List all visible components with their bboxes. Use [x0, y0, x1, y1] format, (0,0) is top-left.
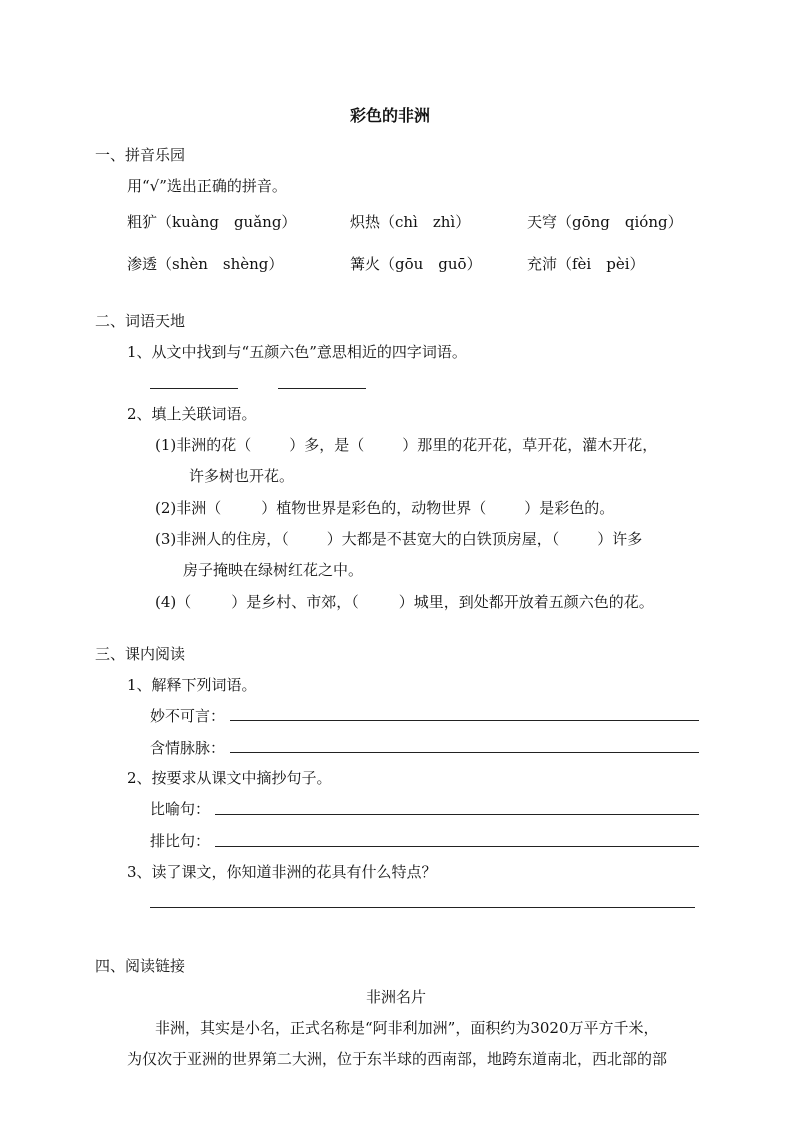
answer-line[interactable]	[230, 752, 699, 753]
word-label: 比喻句：	[150, 800, 211, 818]
pinyin-item: 渗透（shèn shèng）	[127, 255, 284, 273]
answer-line[interactable]	[230, 720, 699, 721]
pinyin-item: 天穹（gōng qióng）	[527, 213, 683, 231]
reading-paragraph-line: 为仅次于亚洲的世界第二大洲，位于东半球的西南部，地跨东道南北，西北部的部	[127, 1050, 668, 1068]
question-text: 2、填上关联词语。	[127, 405, 257, 423]
fill-sentence: (1)非洲的花（ ）多，是（ ）那里的花开花，草开花，灌木开花，	[155, 436, 658, 454]
question-text: 1、从文中找到与“五颜六色”意思相近的四字词语。	[127, 343, 467, 361]
page-title: 彩色的非洲	[350, 106, 431, 125]
fill-sentence: (3)非洲人的住房，（ ）大都是不甚宽大的白铁顶房屋，（ ）许多	[155, 530, 643, 548]
fill-sentence: (4)（ ）是乡村、市郊，（ ）城里，到处都开放着五颜六色的花。	[155, 593, 654, 611]
answer-line[interactable]	[215, 814, 699, 815]
question-text: 2、按要求从课文中摘抄句子。	[127, 769, 332, 787]
question-text: 1、解释下列词语。	[127, 676, 257, 694]
word-label: 排比句：	[150, 832, 211, 850]
fill-sentence-cont: 房子掩映在绿树红花之中。	[183, 561, 364, 579]
section-1-instruction: 用“√”选出正确的拼音。	[127, 177, 287, 195]
section-4-heading: 四、阅读链接	[95, 957, 186, 975]
word-label: 含情脉脉：	[150, 739, 226, 757]
question-text: 3、读了课文，你知道非洲的花具有什么特点？	[127, 863, 437, 881]
pinyin-item: 充沛（fèi pèi）	[527, 255, 645, 273]
answer-line[interactable]	[150, 907, 695, 908]
fill-sentence: (2)非洲（ ）植物世界是彩色的，动物世界（ ）是彩色的。	[155, 499, 615, 517]
pinyin-item: 粗犷（kuàng guǎng）	[127, 213, 297, 231]
reading-paragraph-line: 非洲，其实是小名，正式名称是“阿非利加洲”，面积约为3020万平方千米，	[155, 1019, 659, 1037]
section-1-heading: 一、拼音乐园	[95, 146, 186, 164]
section-2-heading: 二、词语天地	[95, 312, 186, 330]
answer-line[interactable]	[278, 388, 366, 389]
answer-line[interactable]	[150, 388, 238, 389]
word-label: 妙不可言：	[150, 707, 226, 725]
fill-sentence-cont: 许多树也开花。	[189, 467, 295, 485]
pinyin-item: 炽热（chì zhì）	[350, 213, 471, 231]
answer-line[interactable]	[215, 846, 699, 847]
reading-subtitle: 非洲名片	[366, 988, 427, 1006]
section-3-heading: 三、课内阅读	[95, 645, 186, 663]
pinyin-item: 篝火（gōu guō）	[350, 255, 482, 273]
